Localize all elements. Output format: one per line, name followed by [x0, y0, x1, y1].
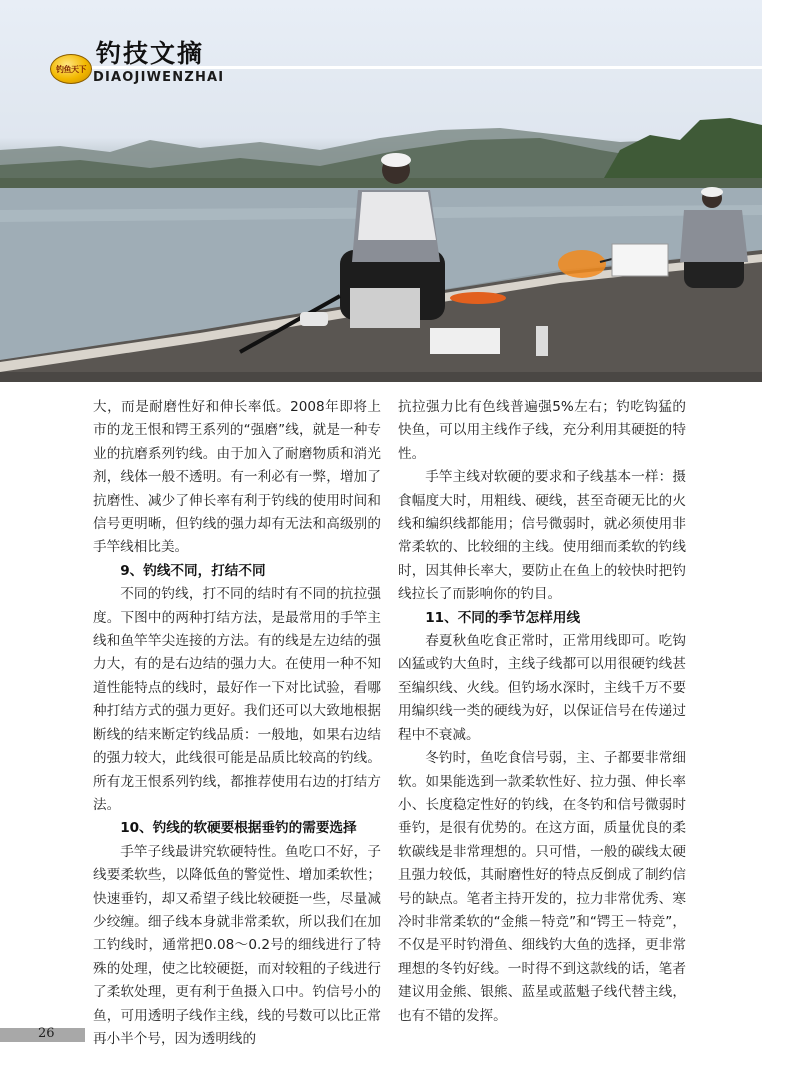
paragraph: 手竿子线最讲究软硬特性。鱼吃口不好，子线要柔软些，以降低鱼的警觉性、增加柔软性；快速垂钓，却又希望子线比较硬挺一些，尽量减少绞缠。细子线本身就非常柔软，所以我们在加工钓线时，通常把0.08～0.2号的细线进行了特殊的处理，使之比较硬挺，而对较粗的子线进行了柔软处理，更有利于鱼摄入口中。钓信号小的鱼，可用透明子线作主线，线的号数可以比正常再小半个号，因为透明线的	[93, 843, 381, 1047]
column-title: 钓技文摘	[96, 39, 205, 68]
logo-text: 钓鱼天下	[56, 63, 86, 74]
section-heading-10: 10、钓线的软硬要根据垂钓的需要选择	[120, 820, 357, 837]
paragraph: 不同的钓线，打不同的结时有不同的抗拉强度。下图中的两种打结方法，是最常用的手竿主线和鱼竿竿尖连接的方法。有的线是左边结的强力大，有的是右边结的强力大。在使用一种不知道性能特点的线时，最好作一下对比试验，看哪种打结方式的强力更好。我们还可以大致地根据断线的结来断定钓线品质：一般地，如果右边结的强力较大，此线很可能是品质比较高的钓线。所有龙王恨系列钓线，都推荐使用右边的打结方法。	[93, 586, 381, 813]
page-number: 26	[38, 1026, 55, 1041]
paragraph: 抗拉强力比有色线普遍强5%左右；钓吃钩猛的快鱼，可以用主线作子线，充分利用其硬挺的特性。	[398, 399, 686, 462]
magazine-logo-icon	[50, 54, 92, 84]
paragraph: 大，而是耐磨性好和伸长率低。2008年即将上市的龙王恨和锷王系列的“强磨”线，就是一种专业的抗磨系列钓线。由于加入了耐磨物质和消光剂，线体一般不透明。有一利必有一弊，增加了抗磨性、减少了伸长率有利于钓线的使用时间和信号更明晰，但钓线的强力却有无法和高级别的手竿线相比美。	[93, 399, 381, 556]
right-column	[398, 396, 686, 1028]
paragraph: 手竿主线对软硬的要求和子线基本一样：摄食幅度大时，用粗线、硬线，甚至奇硬无比的火线和编织线都能用；信号微弱时，就必须使用非常柔软的、比较细的主线。使用细而柔软的钓线时，因其伸长率大，要防止在鱼上的较快时把钓线拉长了而影响你的钓目。	[398, 469, 686, 603]
section-heading-9: 9、钓线不同，打结不同	[120, 562, 266, 579]
paragraph: 冬钓时，鱼吃食信号弱，主、子都要非常细软。如果能选到一款柔软性好、拉力强、伸长率小、长度稳定性好的钓线，在冬钓和信号微弱时垂钓，是很有优势的。在这方面，质量优良的柔软碳线是非常理想的。只可惜，一般的碳线太硬且强力较低，其耐磨性好的特点反倒成了制约信号的缺点。笔者主持开发的，拉力非常优秀、寒冷时非常柔软的“金熊－特竞”和“锷王－特竞”，不仅是平时钓滑鱼、细线钓大鱼的选择，更非常理想的冬钓好线。一时得不到这款线的话，笔者建议用金熊、银熊、蓝星或蓝魁子线代替主线，也有不错的发挥。	[398, 750, 686, 1024]
column-subtitle: DIAOJIWENZHAI	[93, 70, 225, 85]
left-column	[93, 396, 381, 1051]
paragraph: 春夏秋鱼吃食正常时，正常用线即可。吃钩凶猛或钓大鱼时，主线子线都可以用很硬钓线甚至编织线、火线。但钓场水深时，主线千万不要用编织线一类的硬线为好，以保证信号在传递过程中不衰减。	[398, 633, 686, 743]
section-heading-11: 11、不同的季节怎样用线	[425, 609, 581, 626]
column-banner	[0, 34, 800, 94]
